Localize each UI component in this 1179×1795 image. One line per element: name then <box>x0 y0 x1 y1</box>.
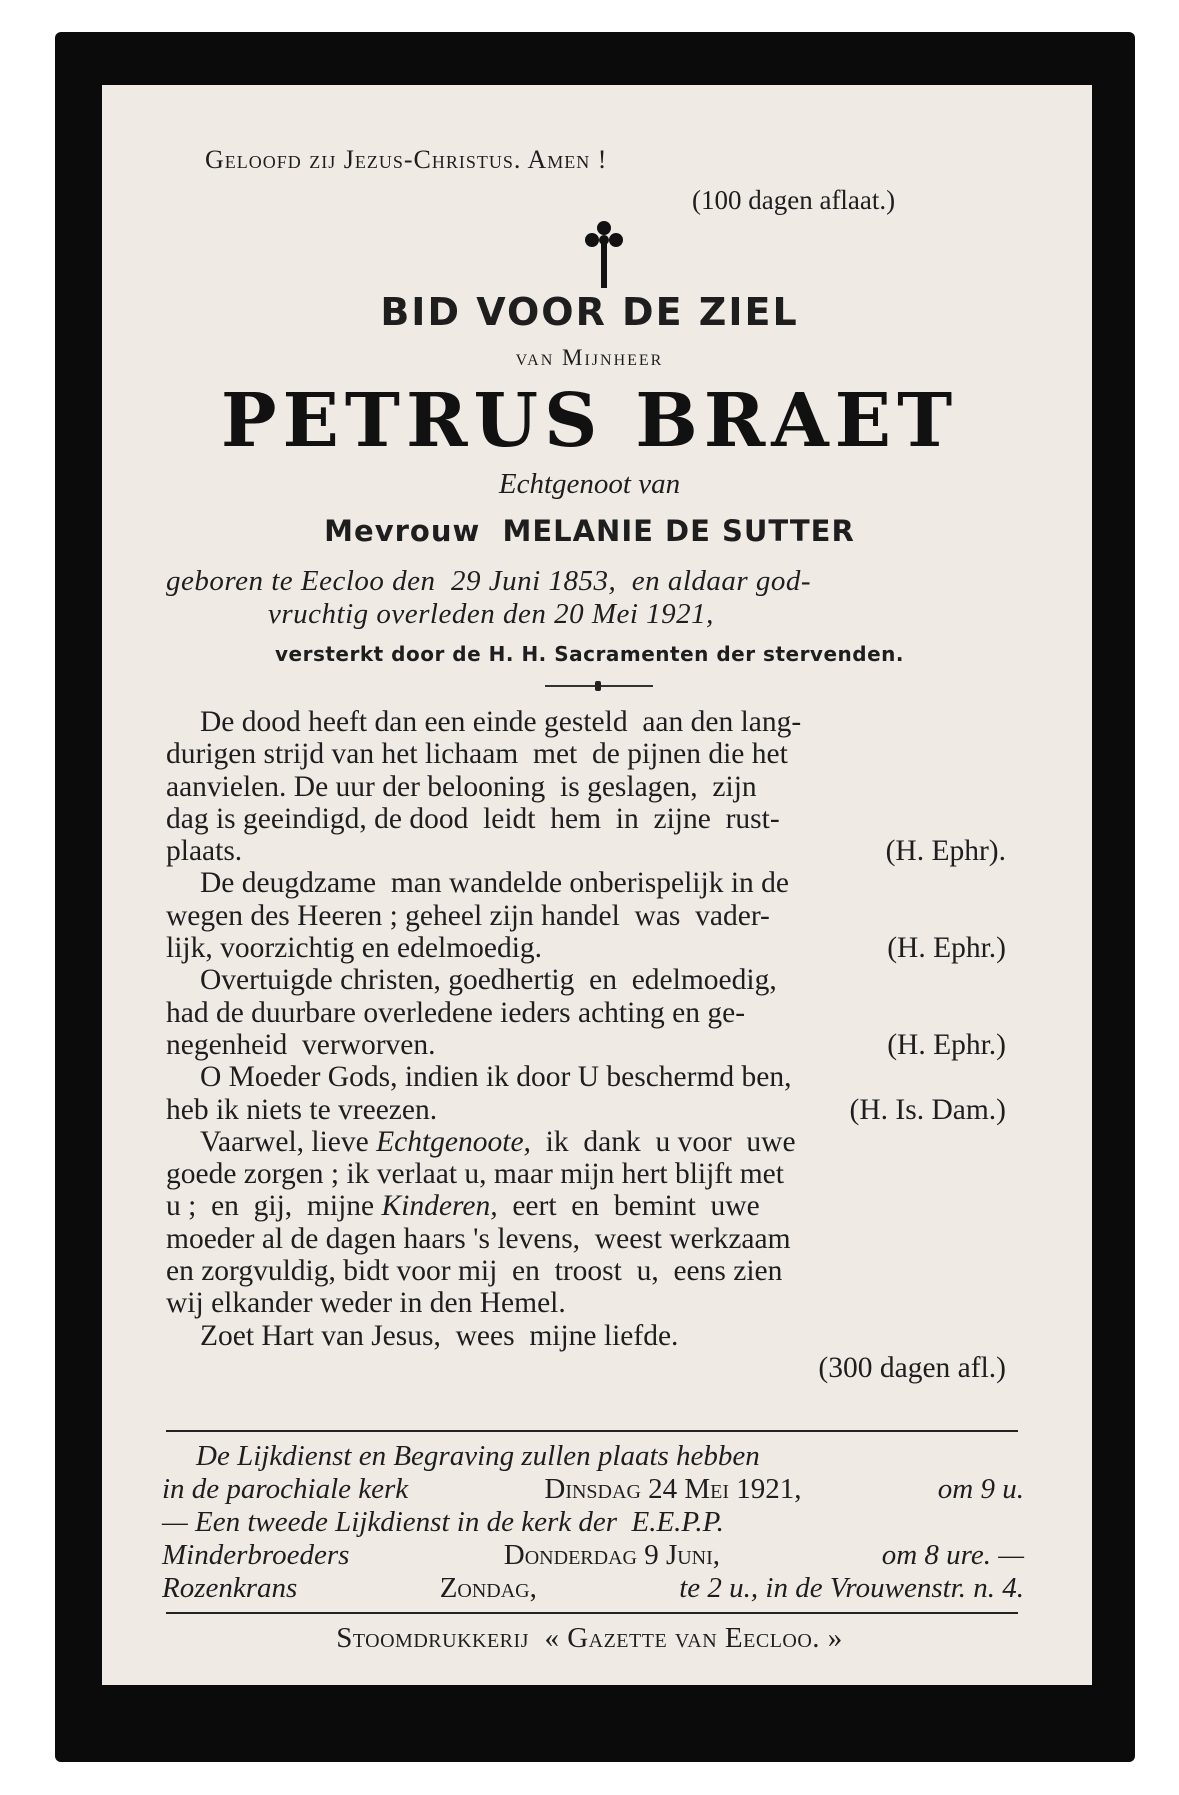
indulgence-note: (100 dagen aflaat.) <box>692 185 896 215</box>
text-fragment: eert en bemint uwe <box>497 1190 760 1223</box>
funeral-line <box>162 1539 1024 1572</box>
text-fragment: heb ik niets te vreezen. <box>166 1093 438 1126</box>
text-fragment-italic: — Een tweede Lijkdienst in de kerk der E.E.P.P. <box>162 1506 724 1538</box>
text-line <box>166 1029 1026 1061</box>
source-citation: (H. Ephr.) <box>887 1028 1006 1061</box>
text-fragment-italic: om 9 u. <box>930 1473 1024 1505</box>
text-line: wegen des Heeren ; geheel zijn handel was vader- <box>166 899 770 932</box>
text-line: Overtuigde christen, goedhertig en edelmoedig, <box>200 964 777 997</box>
birth-line-1: geboren te Eecloo den 29 Juni 1853, en aldaar god- <box>166 565 812 597</box>
date-fragment: Donderdag 9 Juni, <box>503 1539 721 1571</box>
text-line: wij elkander weder in den Hemel. <box>166 1287 566 1320</box>
deceased-name: PETRUS BRAET <box>220 378 959 464</box>
text-line: De dood heeft dan een einde gesteld aan den lang- <box>200 706 802 738</box>
spouse-name: Mevrouw MELANIE DE SUTTER <box>324 514 855 548</box>
text-line <box>166 932 1026 964</box>
funeral-notice <box>162 1440 1024 1605</box>
text-fragment: lijk, voorzichtig en edelmoedig. <box>166 932 543 965</box>
body-text <box>166 706 1026 1384</box>
text-line <box>166 835 1026 867</box>
text-line: dag is geeindigd, de dood leidt hem in zijne rust- <box>166 802 780 835</box>
heading-bid-voor-de-ziel: BID VOOR DE ZIEL <box>380 290 799 334</box>
source-citation: (H. Is. Dam.) <box>849 1093 1006 1126</box>
text-line: Zoet Hart van Jesus, wees mijne liefde. <box>200 1319 679 1352</box>
printer-imprint: Stoomdrukkerij « Gazette van Eecloo. » <box>336 1622 843 1654</box>
text-fragment-italic: Rozenkrans <box>162 1572 305 1604</box>
text-fragment-italic: Minderbroeders <box>162 1539 357 1571</box>
text-line: De deugdzame man wandelde onberispelijk in de <box>200 867 789 900</box>
date-fragment: Zondag, <box>439 1572 537 1604</box>
text-fragment-italic: Kinderen, <box>381 1190 498 1223</box>
cross-icon <box>574 218 634 290</box>
text-fragment: negenheid verworven. <box>166 1028 436 1061</box>
funeral-line <box>162 1506 1024 1539</box>
text-fragment-italic: in de parochiale kerk <box>162 1473 416 1505</box>
source-citation: (H. Ephr). <box>885 835 1006 868</box>
funeral-line <box>162 1572 1024 1605</box>
section-rule <box>166 1612 1018 1614</box>
sacraments-line: versterkt door de H. H. Sacramenten der stervenden. <box>275 642 904 666</box>
van-mijnheer: van Mijnheer <box>515 345 664 370</box>
source-citation: (H. Ephr.) <box>887 932 1006 965</box>
text-fragment: ik dank u voor uwe <box>530 1125 796 1158</box>
text-fragment: u ; en gij, mijne <box>166 1190 382 1223</box>
text-line: aanvielen. De uur der belooning is geslagen, zijn <box>166 770 757 803</box>
text-line <box>166 1190 1026 1222</box>
text-fragment: plaats. <box>166 835 243 868</box>
funeral-line <box>162 1440 1024 1473</box>
date-fragment: Dinsdag 24 Mei 1921, <box>544 1473 802 1505</box>
section-rule <box>166 1430 1018 1432</box>
funeral-line <box>162 1473 1024 1506</box>
divider-ornament <box>595 681 601 691</box>
text-fragment-italic: De Lijkdienst en Begraving zullen plaats hebben <box>196 1440 760 1472</box>
text-fragment-italic: om 8 ure. — <box>867 1539 1024 1571</box>
text-fragment-italic: te 2 u., in de Vrouwenstr. n. 4. <box>671 1572 1024 1604</box>
birth-line-2: vruchtig overleden den 20 Mei 1921, <box>268 598 714 630</box>
text-line <box>166 1126 1026 1158</box>
echtgenoot-label: Echtgenoot van <box>498 468 681 500</box>
text-line: durigen strijd van het lichaam met de pijnen die het <box>166 738 788 771</box>
text-line: had de duurbare overledene ieders achting en ge- <box>166 996 746 1029</box>
text-line: O Moeder Gods, indien ik door U beschermd ben, <box>200 1061 792 1094</box>
text-line: en zorgvuldig, bidt voor mij en troost u, eens zien <box>166 1255 783 1288</box>
prayer-header: Geloofd zij Jezus-Christus. Amen ! <box>205 145 608 174</box>
text-line <box>166 1352 1026 1384</box>
source-citation: (300 dagen afl.) <box>818 1351 1006 1384</box>
text-line <box>166 1094 1026 1126</box>
text-line: goede zorgen ; ik verlaat u, maar mijn hert blijft met <box>166 1158 784 1191</box>
text-line: moeder al de dagen haars 's levens, weest werkzaam <box>166 1222 791 1255</box>
text-fragment-italic: Echtgenoote, <box>376 1125 531 1158</box>
text-fragment: Vaarwel, lieve <box>200 1125 377 1158</box>
